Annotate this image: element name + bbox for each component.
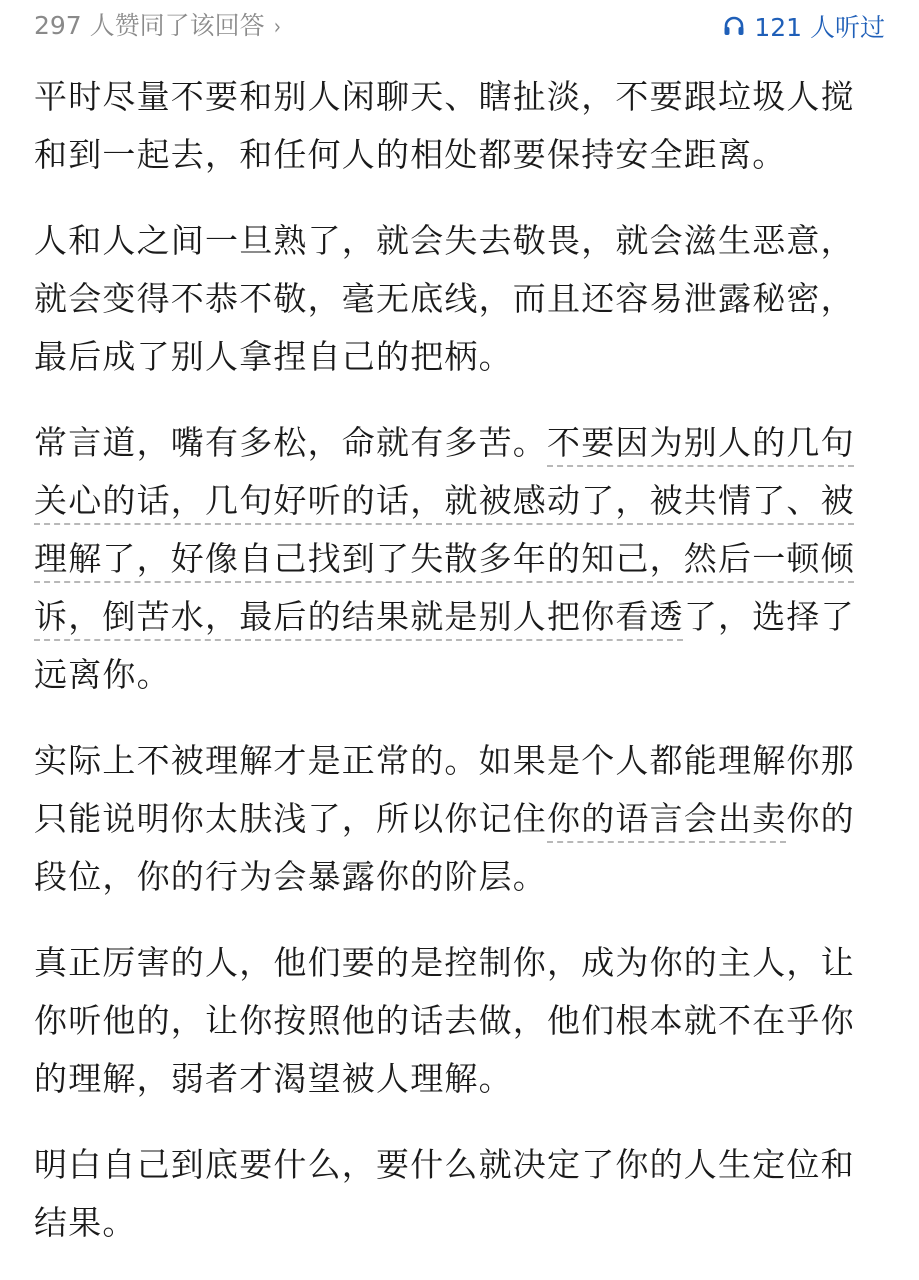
answer-paragraph-3 <box>34 414 864 704</box>
answer-paragraph-4 <box>34 732 864 906</box>
highlighted-passage[interactable]: 不要因为别人的几句关心的话，几句好听的话，就被感动了，被共情了、被理解了，好像自己找到了失散多年的知己，然后一顿倾诉，倒苦水，最后的结果就是别人把你看透 <box>34 423 855 636</box>
answer-paragraph-6: 明白自己到底要什么，要什么就决定了你的人生定位和结果。 <box>34 1145 855 1242</box>
paragraph-4-text: 实际上不被理解才是正常的。如果是个人都能理解你那只能说明你太肤浅了，所以你记住 <box>34 741 855 838</box>
paragraph-4-tail: 你的段位，你的行为会暴露你的阶层。 <box>34 799 855 896</box>
answer-paragraph-2: 人和人之间一旦熟了，就会失去敬畏，就会滋生恶意，就会变得不恭不敬，毫无底线，而且还容易泄露秘密，最后成了别人拿捏自己的把柄。 <box>34 221 855 376</box>
highlighted-passage[interactable]: 你的语言会出卖 <box>547 799 787 838</box>
answer-paragraph-5: 真正厉害的人，他们要的是控制你，成为你的主人，让你听他的，让你按照他的话去做，他们根本就不在乎你的理解，弱者才渴望被人理解。 <box>34 943 855 1098</box>
listen-count-button[interactable] <box>722 8 885 44</box>
chevron-right-icon: › <box>273 15 281 40</box>
answer-header <box>0 0 919 56</box>
headphones-icon <box>722 14 746 38</box>
paragraph-3-tail: 了，选择了远离你。 <box>34 597 855 694</box>
upvote-count-link[interactable] <box>34 8 281 46</box>
answer-paragraph-1: 平时尽量不要和别人闲聊天、瞎扯淡，不要跟垃圾人搅和到一起去，和任何人的相处都要保持安全距离。 <box>34 77 855 174</box>
upvote-count-text: 297 人赞同了该回答 <box>34 11 265 40</box>
paragraph-3-text: 常言道，嘴有多松，命就有多苦。 <box>34 423 547 462</box>
listen-count-text: 121 人听过 <box>754 13 885 42</box>
answer-body <box>34 68 864 1280</box>
